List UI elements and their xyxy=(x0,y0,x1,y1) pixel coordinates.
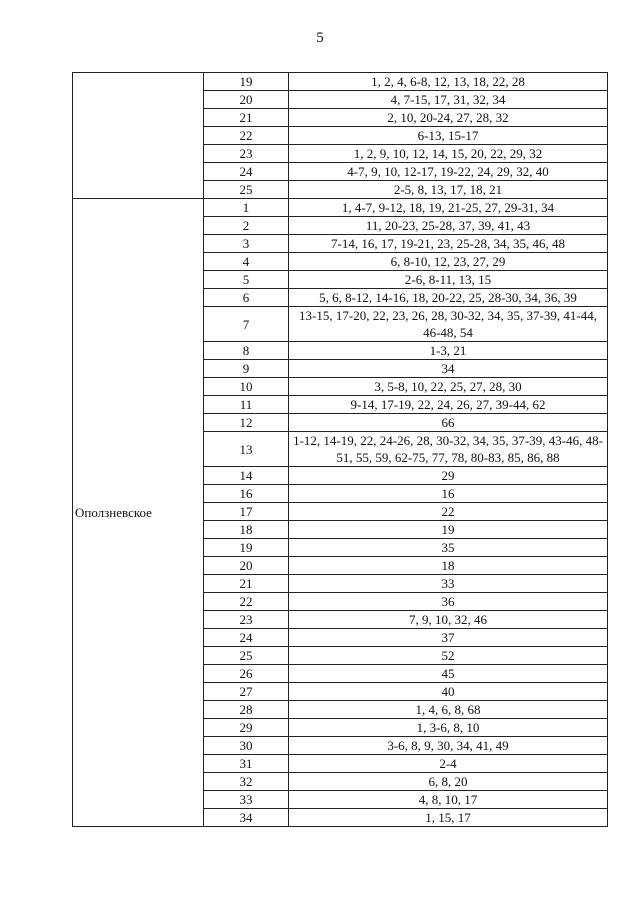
plot-numbers-cell: 2-4 xyxy=(289,755,608,773)
plot-numbers-cell: 7-14, 16, 17, 19-21, 23, 25-28, 34, 35, 46, 48 xyxy=(289,235,608,253)
quarter-number-cell: 23 xyxy=(204,145,289,163)
quarter-number-cell: 5 xyxy=(204,271,289,289)
quarters-table xyxy=(72,72,608,827)
plot-numbers-cell: 2-6, 8-11, 13, 15 xyxy=(289,271,608,289)
quarter-number-cell: 24 xyxy=(204,163,289,181)
quarter-number-cell: 21 xyxy=(204,575,289,593)
quarter-number-cell: 9 xyxy=(204,360,289,378)
table-row xyxy=(73,199,608,217)
plot-numbers-cell: 6, 8-10, 12, 23, 27, 29 xyxy=(289,253,608,271)
quarter-number-cell: 18 xyxy=(204,521,289,539)
quarter-number-cell: 26 xyxy=(204,665,289,683)
plot-numbers-cell: 9-14, 17-19, 22, 24, 26, 27, 39-44, 62 xyxy=(289,396,608,414)
plot-numbers-cell: 2, 10, 20-24, 27, 28, 32 xyxy=(289,109,608,127)
quarter-number-cell: 19 xyxy=(204,73,289,91)
plot-numbers-cell: 1-12, 14-19, 22, 24-26, 28, 30-32, 34, 35, 37-39, 43-46, 48-51, 55, 59, 62-75, 77, 78, 80-83, 85, 86, 88 xyxy=(289,432,608,467)
quarter-number-cell: 20 xyxy=(204,91,289,109)
quarter-number-cell: 19 xyxy=(204,539,289,557)
quarter-number-cell: 6 xyxy=(204,289,289,307)
plot-numbers-cell: 22 xyxy=(289,503,608,521)
quarter-number-cell: 8 xyxy=(204,342,289,360)
quarter-number-cell: 13 xyxy=(204,432,289,467)
table-body xyxy=(73,73,608,827)
plot-numbers-cell: 1-3, 21 xyxy=(289,342,608,360)
plot-numbers-cell: 4, 7-15, 17, 31, 32, 34 xyxy=(289,91,608,109)
quarter-number-cell: 11 xyxy=(204,396,289,414)
plot-numbers-cell: 1, 2, 4, 6-8, 12, 13, 18, 22, 28 xyxy=(289,73,608,91)
plot-numbers-cell: 16 xyxy=(289,485,608,503)
plot-numbers-cell: 1, 15, 17 xyxy=(289,809,608,827)
page-number: 5 xyxy=(316,30,324,46)
settlement-cell: Оползневское xyxy=(73,199,204,827)
plot-numbers-cell: 7, 9, 10, 32, 46 xyxy=(289,611,608,629)
quarter-number-cell: 25 xyxy=(204,647,289,665)
plot-numbers-cell: 45 xyxy=(289,665,608,683)
quarter-number-cell: 31 xyxy=(204,755,289,773)
plot-numbers-cell: 19 xyxy=(289,521,608,539)
plot-numbers-cell: 3, 5-8, 10, 22, 25, 27, 28, 30 xyxy=(289,378,608,396)
plot-numbers-cell: 4-7, 9, 10, 12-17, 19-22, 24, 29, 32, 40 xyxy=(289,163,608,181)
quarter-number-cell: 32 xyxy=(204,773,289,791)
plot-numbers-cell: 3-6, 8, 9, 30, 34, 41, 49 xyxy=(289,737,608,755)
plot-numbers-cell: 36 xyxy=(289,593,608,611)
plot-numbers-cell: 1, 4-7, 9-12, 18, 19, 21-25, 27, 29-31, 34 xyxy=(289,199,608,217)
plot-numbers-cell: 33 xyxy=(289,575,608,593)
quarter-number-cell: 14 xyxy=(204,467,289,485)
quarter-number-cell: 16 xyxy=(204,485,289,503)
quarter-number-cell: 22 xyxy=(204,593,289,611)
quarter-number-cell: 25 xyxy=(204,181,289,199)
quarter-number-cell: 33 xyxy=(204,791,289,809)
plot-numbers-cell: 11, 20-23, 25-28, 37, 39, 41, 43 xyxy=(289,217,608,235)
plot-numbers-cell: 4, 8, 10, 17 xyxy=(289,791,608,809)
quarter-number-cell: 28 xyxy=(204,701,289,719)
plot-numbers-cell: 2-5, 8, 13, 17, 18, 21 xyxy=(289,181,608,199)
plot-numbers-cell: 13-15, 17-20, 22, 23, 26, 28, 30-32, 34, 35, 37-39, 41-44, 46-48, 54 xyxy=(289,307,608,342)
plot-numbers-cell: 1, 3-6, 8, 10 xyxy=(289,719,608,737)
plot-numbers-cell: 29 xyxy=(289,467,608,485)
quarter-number-cell: 23 xyxy=(204,611,289,629)
quarter-number-cell: 3 xyxy=(204,235,289,253)
quarter-number-cell: 4 xyxy=(204,253,289,271)
plot-numbers-cell: 5, 6, 8-12, 14-16, 18, 20-22, 25, 28-30, 34, 36, 39 xyxy=(289,289,608,307)
quarter-number-cell: 24 xyxy=(204,629,289,647)
plot-numbers-cell: 1, 2, 9, 10, 12, 14, 15, 20, 22, 29, 32 xyxy=(289,145,608,163)
quarter-number-cell: 34 xyxy=(204,809,289,827)
plot-numbers-cell: 37 xyxy=(289,629,608,647)
quarter-number-cell: 17 xyxy=(204,503,289,521)
quarter-number-cell: 7 xyxy=(204,307,289,342)
quarter-number-cell: 2 xyxy=(204,217,289,235)
plot-numbers-cell: 52 xyxy=(289,647,608,665)
settlement-cell xyxy=(73,73,204,199)
plot-numbers-cell: 34 xyxy=(289,360,608,378)
quarter-number-cell: 21 xyxy=(204,109,289,127)
quarter-number-cell: 12 xyxy=(204,414,289,432)
plot-numbers-cell: 6, 8, 20 xyxy=(289,773,608,791)
quarter-number-cell: 22 xyxy=(204,127,289,145)
quarter-number-cell: 1 xyxy=(204,199,289,217)
plot-numbers-cell: 66 xyxy=(289,414,608,432)
plot-numbers-cell: 6-13, 15-17 xyxy=(289,127,608,145)
plot-numbers-cell: 40 xyxy=(289,683,608,701)
quarter-number-cell: 20 xyxy=(204,557,289,575)
plot-numbers-cell: 1, 4, 6, 8, 68 xyxy=(289,701,608,719)
plot-numbers-cell: 18 xyxy=(289,557,608,575)
quarter-number-cell: 27 xyxy=(204,683,289,701)
quarter-number-cell: 29 xyxy=(204,719,289,737)
plot-numbers-cell: 35 xyxy=(289,539,608,557)
quarter-number-cell: 10 xyxy=(204,378,289,396)
quarter-number-cell: 30 xyxy=(204,737,289,755)
table-row xyxy=(73,73,608,91)
